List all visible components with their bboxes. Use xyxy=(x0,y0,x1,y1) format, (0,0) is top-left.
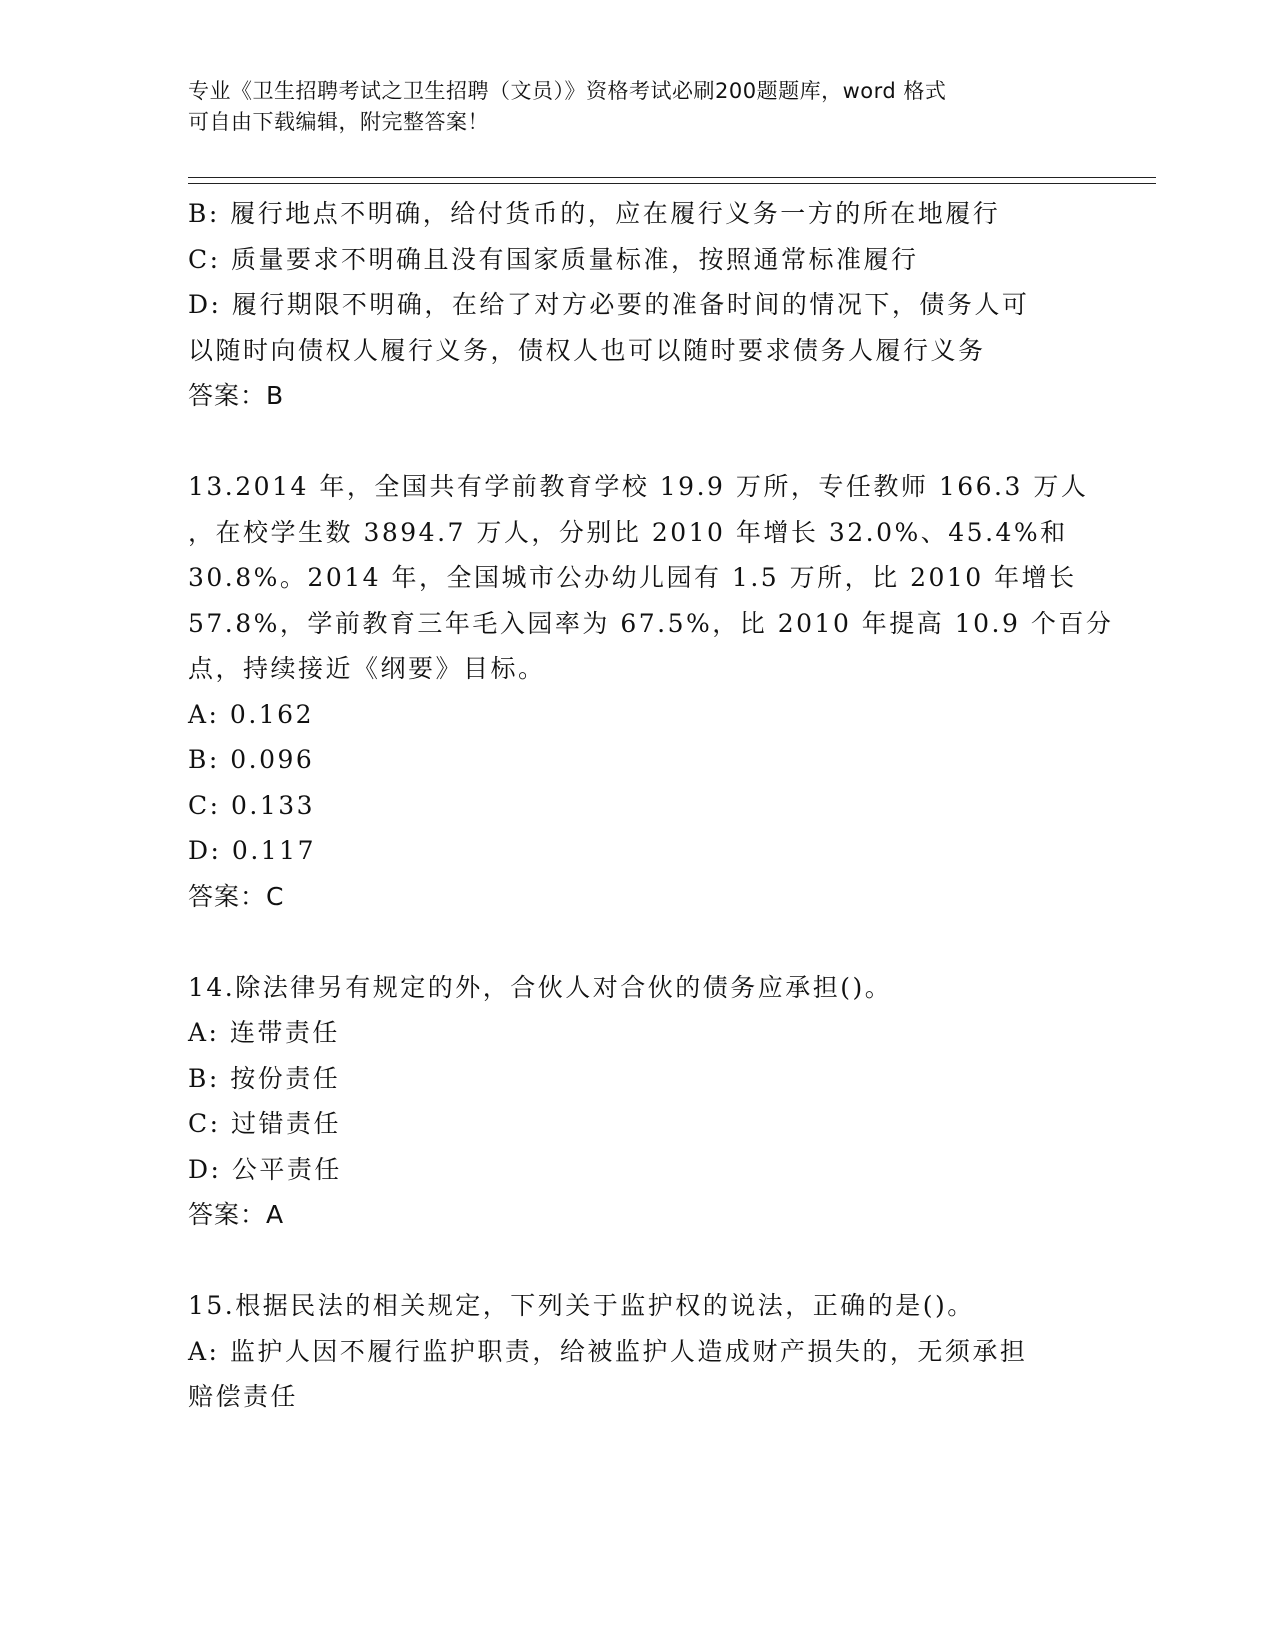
option-b: B: 履行地点不明确，给付货币的，应在履行义务一方的所在地履行 xyxy=(188,199,1001,228)
question-13 xyxy=(188,464,1114,919)
answer: 答案：C xyxy=(188,881,285,911)
option-a: A: 0.162 xyxy=(188,699,314,729)
option-c: C: 过错责任 xyxy=(188,1109,341,1138)
option-a-line-1: A: 监护人因不履行监护职责，给被监护人造成财产损失的，无须承担 xyxy=(188,1336,1028,1366)
spacer xyxy=(188,919,1088,965)
question-15 xyxy=(188,1283,1088,1420)
question-stem-line-5: 点，持续接近《纲要》目标。 xyxy=(188,654,546,683)
option-b: B: 0.096 xyxy=(188,745,315,774)
option-d-line-2: 以随时向债权人履行义务，债权人也可以随时要求债务人履行义务 xyxy=(188,335,986,365)
question-stem-line-1: 13.2014 年，全国共有学前教育学校 19.9 万所，专任教师 166.3 万人 xyxy=(188,472,1089,501)
option-d: D: 0.117 xyxy=(188,836,316,865)
answer: 答案：B xyxy=(188,381,285,410)
header-rule-top xyxy=(188,177,1156,178)
option-d: D: 公平责任 xyxy=(188,1154,342,1184)
header-title-line-2: 可自由下载编辑，附完整答案！ xyxy=(188,110,489,134)
header-title-line-1: 专业《卫生招聘考试之卫生招聘（文员）》资格考试必刷200题题库，word 格式 xyxy=(188,79,947,103)
option-a: A: 连带责任 xyxy=(188,1018,340,1047)
document-header xyxy=(188,76,1068,138)
question-stem-line-4: 57.8%，学前教育三年毛入园率为 67.5%，比 2010 年提高 10.9 个百分 xyxy=(188,608,1114,638)
header-rule-bottom xyxy=(188,183,1156,184)
spacer xyxy=(188,419,1088,465)
spacer xyxy=(188,1238,1088,1284)
option-b: B: 按份责任 xyxy=(188,1063,341,1093)
question-stem-line-2: ，在校学生数 3894.7 万人，分别比 2010 年增长 32.0%、45.4%和 xyxy=(188,517,1068,547)
option-a-line-2: 赔偿责任 xyxy=(188,1382,299,1411)
question-stem: 14.除法律另有规定的外，合伙人对合伙的债务应承担()。 xyxy=(188,972,893,1002)
option-c: C: 质量要求不明确且没有国家质量标准，按照通常标准履行 xyxy=(188,244,919,274)
question-stem-line-3: 30.8%。2014 年，全国城市公办幼儿园有 1.5 万所，比 2010 年增长 xyxy=(188,563,1077,592)
question-12 xyxy=(188,191,1088,419)
option-c: C: 0.133 xyxy=(188,790,316,820)
document-body xyxy=(188,191,1114,1420)
answer: 答案：A xyxy=(188,1200,285,1229)
option-d-line-1: D: 履行期限不明确，在给了对方必要的准备时间的情况下，债务人可 xyxy=(188,290,1030,319)
question-14 xyxy=(188,965,1088,1238)
question-stem: 15.根据民法的相关规定，下列关于监护权的说法，正确的是()。 xyxy=(188,1291,975,1320)
